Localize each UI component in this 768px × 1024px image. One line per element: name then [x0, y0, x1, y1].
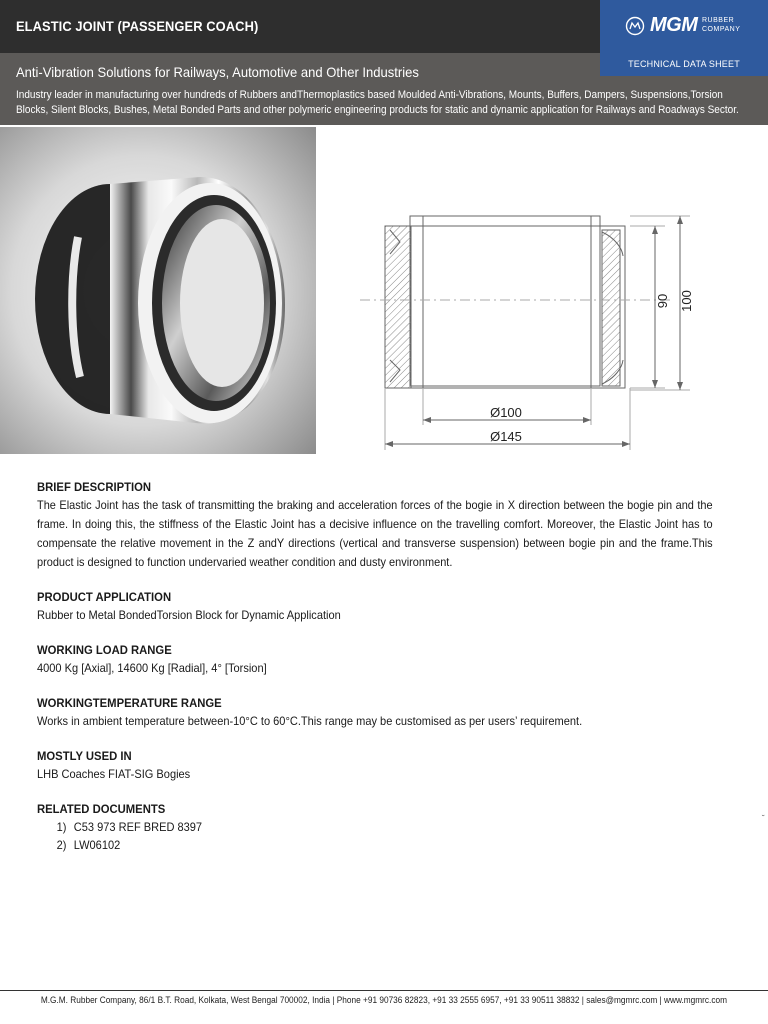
section-text: 4000 Kg [Axial], 14600 Kg [Radial], 4° [Torsion]	[37, 661, 267, 675]
header-bar	[0, 0, 600, 53]
section-heading: WORKING LOAD RANGE	[37, 643, 172, 657]
section-working-temperature-range	[37, 694, 717, 731]
dim-label-100: 100	[679, 290, 694, 312]
logo-subtitle	[702, 16, 740, 34]
page-title: ELASTIC JOINT (PASSENGER COACH)	[16, 18, 259, 34]
section-related-documents	[37, 800, 717, 854]
footer	[0, 995, 768, 1005]
section-text: LHB Coaches FIAT-SIG Bogies	[37, 767, 191, 781]
section-working-load-range	[37, 641, 717, 678]
list-item	[37, 836, 663, 854]
section-heading: BRIEF DESCRIPTION	[37, 480, 152, 494]
right-section-hatch	[602, 230, 620, 386]
footer-divider	[0, 990, 768, 991]
section-heading: RELATED DOCUMENTS	[37, 802, 166, 816]
company-description: Industry leader in manufacturing over hundreds of Rubbers andThermoplastics based Moulded Anti-Vibrations, Mounts, Buffers, Dampers, Suspensions,Torsion Blocks, Silent Blocks, Bushes, Metal Bonded Parts and other polymeric engineering products for static and dynamic application for Railways and Roadways Sector.	[16, 89, 739, 116]
dim-label-diameter-145: Ø145	[490, 429, 522, 444]
dim-label-diameter-100: Ø100	[490, 405, 522, 420]
list-item-text: LW06102	[73, 838, 121, 852]
left-section-hatch	[385, 226, 411, 388]
technical-data-sheet-badge: TECHNICAL DATA SHEET	[600, 53, 768, 76]
outer-body-outline	[385, 226, 625, 388]
section-heading: PRODUCT APPLICATION	[37, 590, 172, 604]
related-documents-list	[37, 818, 717, 854]
logo-name: MGM	[650, 14, 698, 36]
company-logo	[600, 0, 768, 53]
section-text: Works in ambient temperature between-10°C to 60°C.This range may be customised as per users’ requirement.	[37, 714, 583, 728]
section-text: Rubber to Metal BondedTorsion Block for Dynamic Application	[37, 608, 341, 622]
mgm-emblem-icon	[625, 16, 645, 36]
list-item-number: 2)	[56, 838, 67, 852]
stray-mark: ˘	[762, 814, 765, 823]
list-item	[37, 818, 663, 836]
page-subtitle: Anti-Vibration Solutions for Railways, Automotive and Other Industries	[16, 64, 419, 80]
technical-drawing	[330, 190, 710, 455]
section-heading: WORKINGTEMPERATURE RANGE	[37, 696, 222, 710]
dim-label-90: 90	[655, 293, 670, 309]
footer-contact-text: M.G.M. Rubber Company, 86/1 B.T. Road, Kolkata, West Bengal 700002, India | Phone +91 90736 82823, +91 33 2555 6957, +91 33 90511 38832 | sales@mgmrc.com | www.mgmrc.com	[40, 995, 728, 1005]
section-heading: MOSTLY USED IN	[37, 749, 132, 763]
section-brief-description	[37, 478, 717, 572]
section-text: The Elastic Joint has the task of transmitting the braking and acceleration forces of the bogie in X direction between the bogie pin and the frame. In doing this, the stiffness of the Elastic Joint has a decisive influence on the travelling comfort. Moreover, the Elastic Joint has to compensate the relative movement in the Z andY directions (vertical and transverse suspension) between bogie pin and the frame.This product is designed to function undervaried weather condition and dusty environment.	[37, 498, 713, 569]
logo-sub-line1: RUBBER	[702, 17, 735, 24]
section-mostly-used-in	[37, 747, 717, 784]
list-item-text: C53 973 REF BRED 8397	[73, 820, 203, 834]
list-item-number: 1)	[56, 820, 67, 834]
bore-outline	[423, 216, 591, 388]
product-photo	[0, 127, 316, 454]
inner-sleeve-outline	[410, 216, 600, 386]
logo-sub-line2: COMPANY	[702, 26, 741, 33]
content-body	[37, 478, 717, 870]
section-product-application	[37, 588, 717, 625]
bush-bore	[180, 219, 264, 387]
